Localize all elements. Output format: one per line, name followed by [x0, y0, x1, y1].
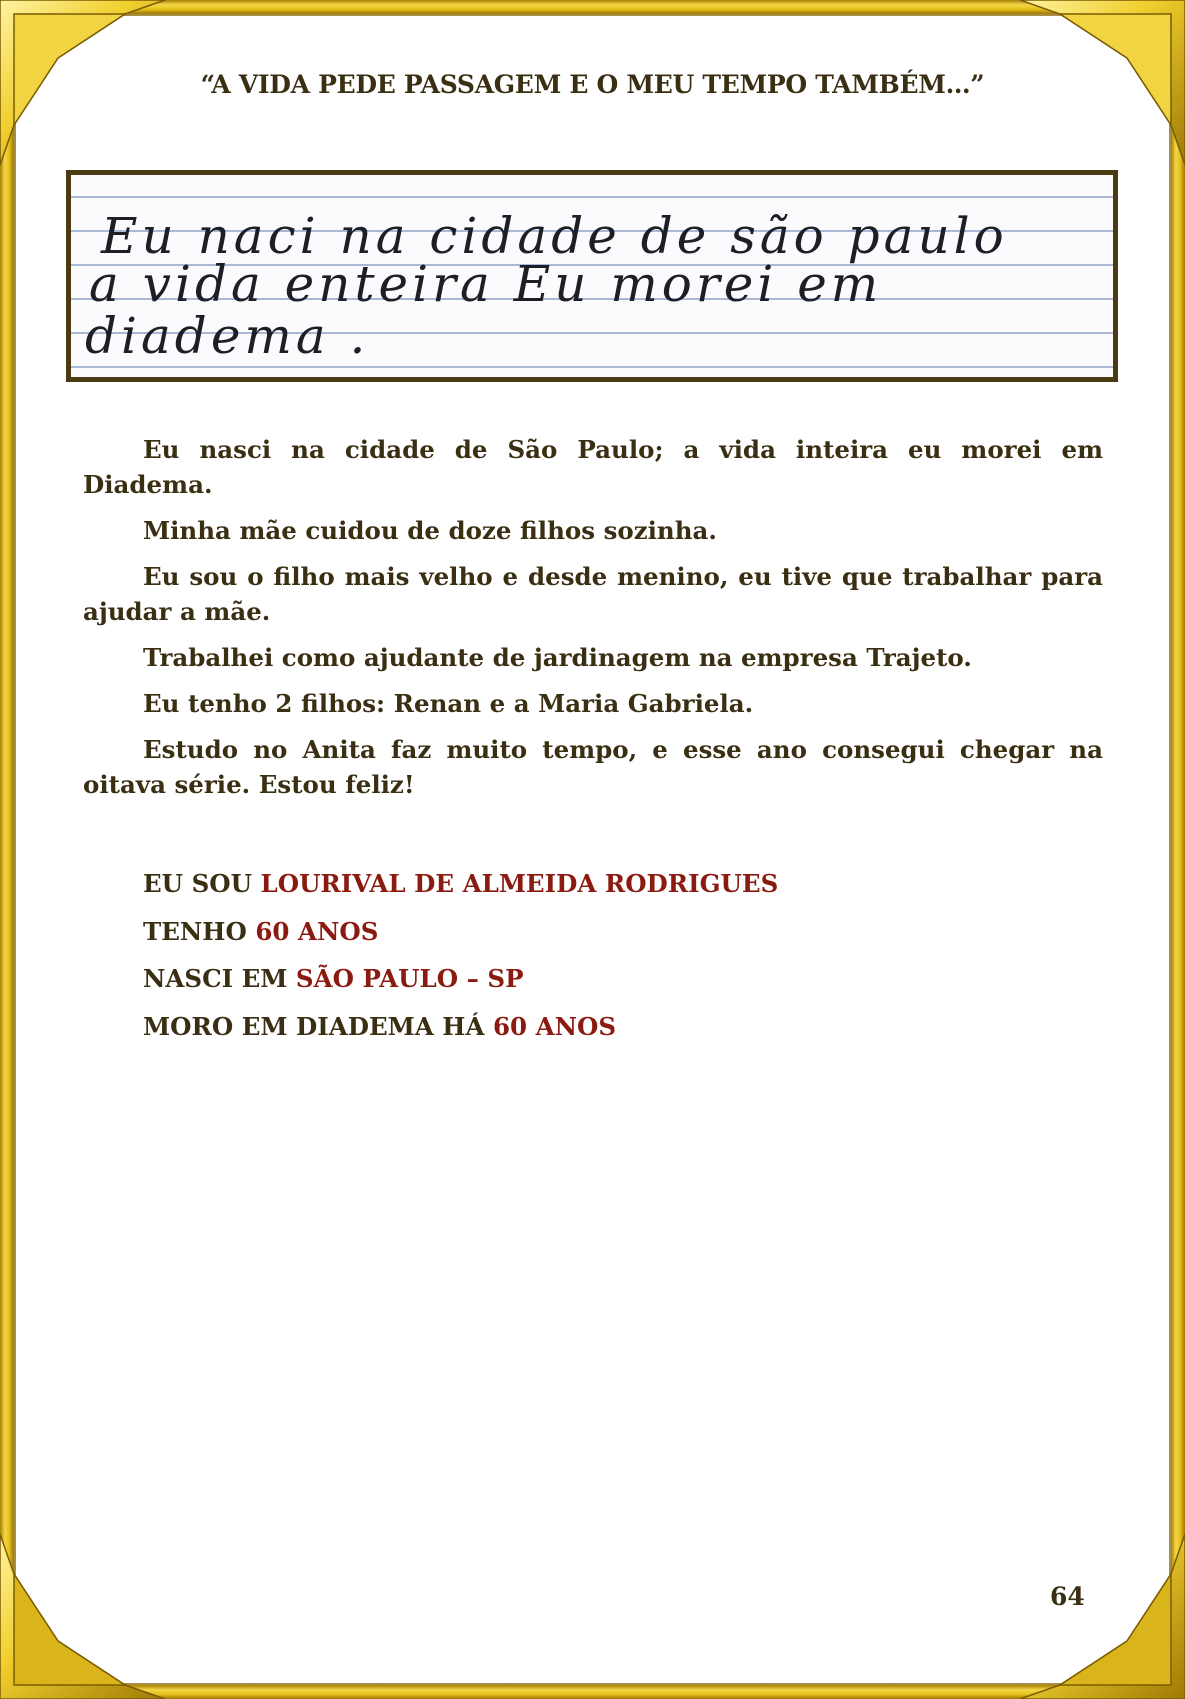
author-profile [143, 867, 778, 1057]
profile-birthplace: NASCI EM SÃO PAULO – SP [143, 964, 524, 993]
page-title: “A VIDA PEDE PASSAGEM E O MEU TEMPO TAMBÉM…” [200, 70, 985, 99]
paragraph: Eu nasci na cidade de São Paulo; a vida inteira eu morei em Diadema. [83, 435, 1103, 499]
corner-ornament-bottom-right [1020, 1534, 1185, 1699]
handwritten-line-3: diadema . [85, 307, 370, 365]
paragraph: Estudo no Anita faz muito tempo, e esse ano consegui chegar na oitava série. Estou feliz! [83, 735, 1103, 799]
story-text [83, 432, 1103, 813]
handwritten-line-1: Eu naci na cidade de são paulo [101, 207, 1008, 265]
page-number: 64 [1050, 1582, 1085, 1611]
paragraph: Minha mãe cuidou de doze filhos sozinha. [143, 516, 717, 545]
profile-residence: MORO EM DIADEMA HÁ 60 ANOS [143, 1011, 617, 1041]
handwritten-line-2: a vida enteira Eu morei em [89, 255, 883, 313]
handwritten-note-image [66, 170, 1118, 382]
profile-name: EU SOU LOURIVAL DE ALMEIDA RODRIGUES [143, 869, 779, 898]
paragraph: Eu tenho 2 filhos: Renan e a Maria Gabriela. [143, 689, 754, 718]
author-birthplace: SÃO PAULO – SP [295, 964, 524, 993]
paragraph: Trabalhei como ajudante de jardinagem na empresa Trajeto. [143, 643, 972, 672]
author-residence-years: 60 ANOS [493, 1011, 617, 1041]
corner-ornament-bottom-left [0, 1534, 165, 1699]
profile-age: TENHO 60 ANOS [143, 916, 379, 946]
paragraph: Eu sou o filho mais velho e desde menino, eu tive que trabalhar para ajudar a mãe. [83, 562, 1103, 626]
author-name: LOURIVAL DE ALMEIDA RODRIGUES [260, 869, 779, 898]
author-age: 60 ANOS [255, 916, 379, 946]
